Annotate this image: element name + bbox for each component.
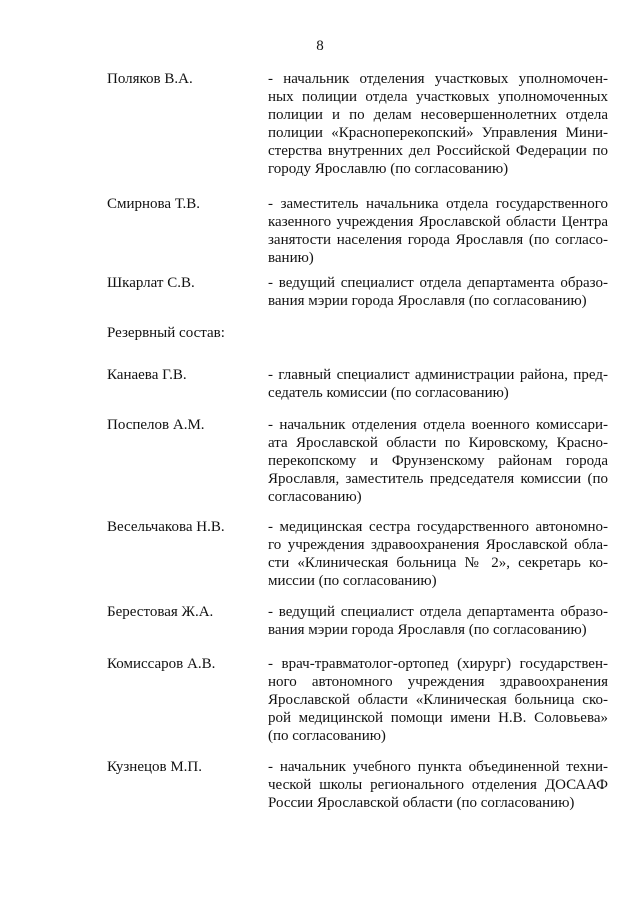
description-line: ных полиции отдела участковых уполномоченных: [268, 89, 608, 105]
description-line: сти «Клиническая больница № 2», секретарь ко-: [268, 555, 608, 571]
member-description: [268, 655, 608, 745]
member-description: [268, 366, 608, 402]
member-name: Берестовая Ж.А.: [107, 604, 214, 620]
member-description: [268, 603, 608, 639]
member-name: Комиссаров А.В.: [107, 656, 216, 672]
member-description: [268, 195, 608, 267]
description-line: казенного учреждения Ярославской области Центра: [268, 214, 608, 230]
description-line: ческой школы регионального отделения ДОСААФ: [268, 777, 608, 793]
member-description: [268, 70, 608, 178]
member-name: Кузнецов М.П.: [107, 759, 203, 775]
member-name: Смирнова Т.В.: [107, 196, 201, 212]
description-line: полиции и по делам несовершеннолетних отдела: [268, 107, 608, 123]
description-line: седатель комиссии (по согласованию): [268, 385, 509, 401]
description-line: - главный специалист администрации района, пред-: [268, 367, 608, 383]
description-line: - начальник отделения отдела военного комиссари-: [268, 417, 608, 433]
description-line: занятости населения города Ярославля (по согласо-: [268, 232, 608, 248]
description-line: - заместитель начальника отдела государственного: [268, 196, 608, 212]
reserve-section-label: Резервный состав:: [107, 325, 225, 341]
description-line: городу Ярославлю (по согласованию): [268, 161, 509, 177]
member-name: Поспелов А.М.: [107, 417, 205, 433]
description-line: стерства внутренних дел Российской Федерации по: [268, 143, 608, 159]
description-line: - медицинская сестра государственного автономно-: [268, 519, 608, 535]
description-line: - ведущий специалист отдела департамента образо-: [268, 604, 608, 620]
description-line: миссии (по согласованию): [268, 573, 437, 589]
description-line: ного автономного учреждения здравоохранения: [268, 674, 608, 690]
page-number: 8: [316, 38, 324, 54]
description-line: - ведущий специалист отдела департамента образо-: [268, 275, 608, 291]
description-line: полиции «Красноперекопский» Управления Мини-: [268, 125, 608, 141]
member-name: Шкарлат С.В.: [107, 275, 195, 291]
description-line: ванию): [268, 250, 314, 266]
description-line: Ярославля, заместитель председателя комиссии (по: [268, 471, 608, 487]
description-line: (по согласованию): [268, 728, 386, 744]
member-name: Весельчакова Н.В.: [107, 519, 225, 535]
description-line: России Ярославской области (по согласованию): [268, 795, 575, 811]
member-description: [268, 416, 608, 506]
description-line: - начальник отделения участковых уполномочен-: [268, 71, 608, 87]
description-line: - врач-травматолог-ортопед (хирург) государствен-: [268, 656, 608, 672]
description-line: согласованию): [268, 489, 362, 505]
member-name: Поляков В.А.: [107, 71, 193, 87]
description-line: вания мэрии города Ярославля (по согласованию): [268, 293, 587, 309]
member-name: Канаева Г.В.: [107, 367, 187, 383]
description-line: вания мэрии города Ярославля (по согласованию): [268, 622, 587, 638]
member-description: [268, 518, 608, 590]
description-line: го учреждения здравоохранения Ярославской обла-: [268, 537, 608, 553]
description-line: рой медицинской помощи имени Н.В. Соловьева»: [268, 710, 608, 726]
description-line: ата Ярославской области по Кировскому, Красно-: [268, 435, 608, 451]
member-description: [268, 274, 608, 310]
description-line: перекопскому и Фрунзенскому районам города: [268, 453, 608, 469]
member-description: [268, 758, 608, 812]
description-line: - начальник учебного пункта объединенной техни-: [268, 759, 608, 775]
description-line: Ярославской области «Клиническая больница ско-: [268, 692, 608, 708]
